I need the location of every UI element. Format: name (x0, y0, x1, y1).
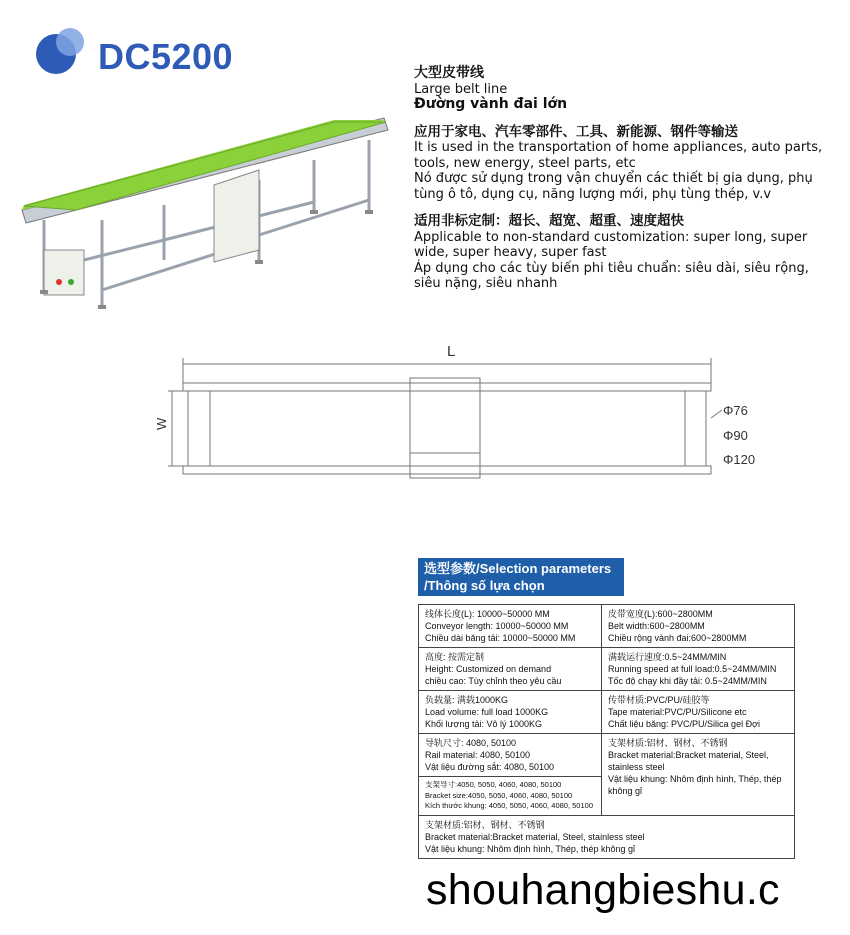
table-row (419, 734, 795, 777)
title-en: Large belt line (414, 81, 508, 97)
diameter-120: Φ120 (723, 452, 756, 467)
table-cell: 满载运行速度:0.5~24MM/MIN Running speed at full load:0.5~24MM/MIN Tốc độ chạy khi đầy tải: 0.5~24MM/MIN (602, 648, 795, 691)
model-title: DC5200 (98, 36, 234, 77)
table-cell: 支架导寸:4050, 5050, 4060, 4080, 50100 Bracket size:4050, 5050, 4060, 4080, 50100 Kích thước khung: 4050, 5050, 4060, 4080, 50100 (419, 777, 602, 816)
table-cell: 线体长度(L): 10000~50000 MM Conveyor length: 10000~50000 MM Chiều dài băng tải: 10000~50000 MM (419, 605, 602, 648)
custom-zh: 适用非标定制：超长、超宽、超重、速度超快 (414, 213, 684, 229)
title-zh: 大型皮带线 (414, 65, 484, 81)
table-row (419, 605, 795, 648)
product-description (414, 66, 834, 292)
brand-logo-icon (36, 28, 88, 76)
width-label: W (154, 417, 169, 430)
table-cell: 负载量: 满载1000KG Load volume: full load 1000KG Khối lượng tải: Vô lý 1000KG (419, 691, 602, 734)
custom-en: Applicable to non-standard customization: super long, super wide, super heavy, super fast (414, 229, 808, 260)
table-cell: 高度: 按需定制 Height: Customized on demand chiều cao: Tùy chỉnh theo yêu cầu (419, 648, 602, 691)
length-label: L (447, 343, 456, 360)
top-view-drawing (150, 338, 790, 498)
table-cell: 传带材质:PVC/PU/硅胶等 Tape material:PVC/PU/Silicone etc Chất liệu băng: PVC/PU/Silica gel Đợi (602, 691, 795, 734)
table-cell: 支架材质:铝材、钢材、不锈钢 Bracket material:Bracket material, Steel, stainless steel Vật liệu khung: Nhôm định hình, Thép, thép không gỉ (419, 815, 795, 858)
table-row (419, 648, 795, 691)
table-row (419, 691, 795, 734)
usage-vi: Nó được sử dụng trong vận chuyển các thiết bị gia dụng, phụ tùng ô tô, dụng cụ, năng lượng mới, phụ tùng thép, v.v (414, 171, 813, 202)
watermark-text: shouhangbieshu.c (426, 866, 780, 914)
table-cell: 皮带宽度(L):600~2800MM Belt width:600~2800MM Chiều rộng vành đai:600~2800MM (602, 605, 795, 648)
parameters-table (418, 604, 795, 859)
diameter-90: Φ90 (723, 428, 748, 443)
table-cell: 导轨尺寸: 4080, 50100 Rail material: 4080, 50100 Vật liệu đường sắt: 4080, 50100 (419, 734, 602, 777)
usage-zh: 应用于家电、汽车零部件、工具、新能源、钢件等输送 (414, 123, 738, 140)
table-row (419, 815, 795, 858)
diameter-76: Φ76 (723, 403, 748, 418)
custom-vi: Áp dụng cho các tùy biến phi tiêu chuẩn: siêu dài, siêu rộng, siêu nặng, siêu nhanh (414, 260, 809, 291)
belt-conveyor-illustration (14, 110, 404, 320)
usage-en: It is used in the transportation of home appliances, auto parts, tools, new energy, steel parts, etc (414, 140, 823, 171)
title-vi: Đường vành đai lớn (414, 96, 568, 112)
parameters-header (418, 558, 624, 596)
table-cell: 支架材质:铝材、钢材、不锈钢 Bracket material:Bracket material, Steel, stainless steel Vật liệu khung: Nhôm định hình, Thép, thép không gỉ (602, 734, 795, 816)
parameters-header-line2: /Thông số lựa chọn (424, 578, 545, 593)
parameters-header-line1: 选型参数/Selection parameters (424, 561, 612, 576)
